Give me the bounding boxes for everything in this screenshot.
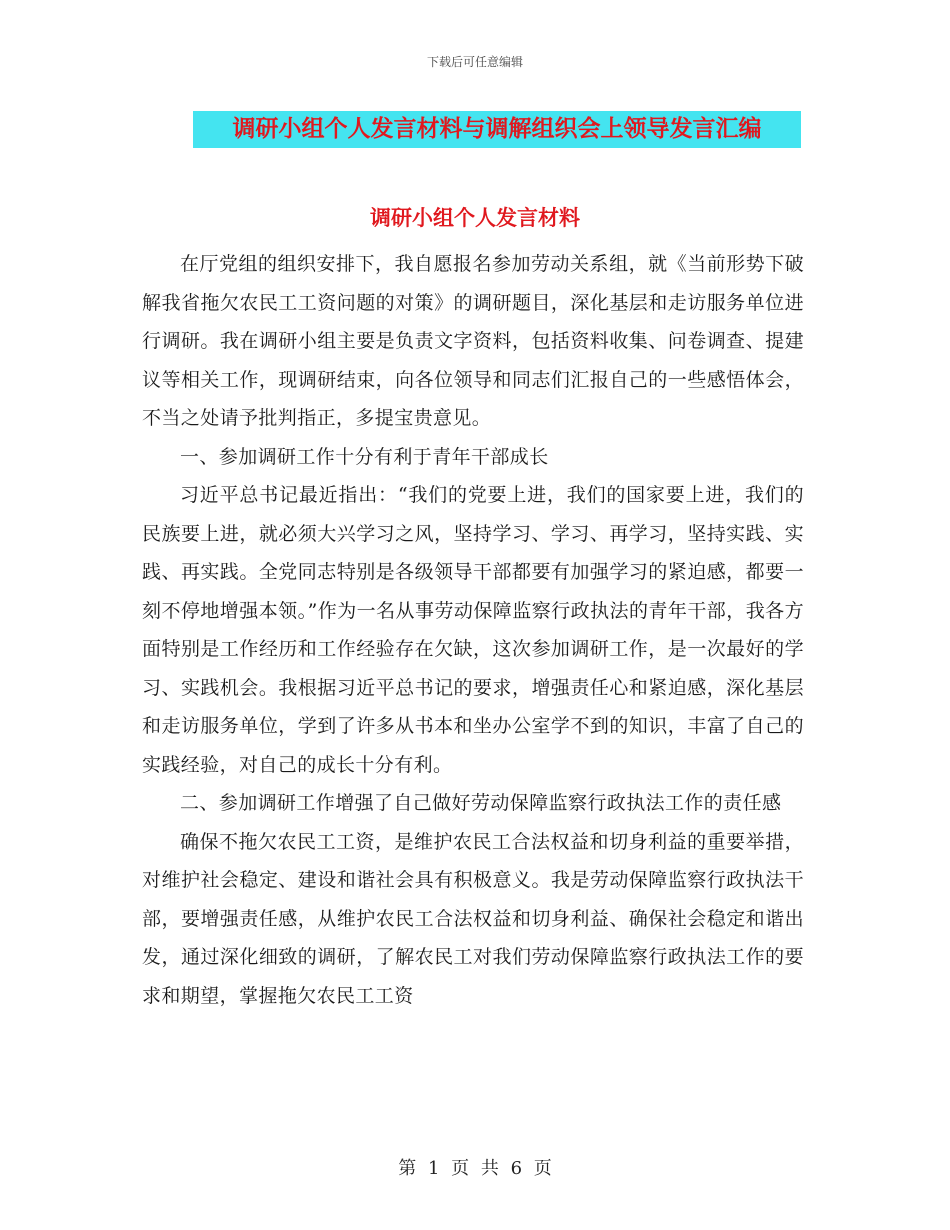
page-number: 第 1 页 共 6 页: [398, 1158, 552, 1179]
section-title: 调研小组个人发言材料: [370, 206, 580, 230]
paragraph-responsibility: 确保不拖欠农民工工资，是维护农民工合法权益和切身利益的重要举措，对维护社会稳定、建设和谐社会具有积极意义。我是劳动保障监察行政执法干部，要增强责任感，从维护农民工合法权益和切身利益、确保社会稳定和谐出发，通过深化细致的调研，了解农民工对我们劳动保障监察行政执法工作的要求和期望，掌握拖欠农民工工资: [142, 830, 804, 1007]
paragraph-growth: 习近平总书记最近指出：“我们的党要上进，我们的国家要上进，我们的民族要上进，就必须大兴学习之风，坚持学习、学习、再学习，坚持实践、实践、再实践。全党同志特别是各级领导干部都要有加强学习的紧迫感，都要一刻不停地增强本领。”作为一名从事劳动保障监察行政执法的青年干部，我各方面特别是工作经历和工作经验存在欠缺，这次参加调研工作，是一次最好的学习、实践机会。我根据习近平总书记的要求，增强责任心和紧迫感，深化基层和走访服务单位，学到了许多从书本和坐办公室学不到的知识，丰富了自己的实践经验，对自己的成长十分有利。: [142, 484, 804, 776]
paragraph-intro: 在厅党组的组织安排下，我自愿报名参加劳动关系组，就《当前形势下破解我省拖欠农民工工资问题的对策》的调研题目，深化基层和走访服务单位进行调研。我在调研小组主要是负责文字资料，包括资料收集、问卷调查、提建议等相关工作，现调研结束，向各位领导和同志们汇报自己的一些感悟体会，不当之处请予批判指正，多提宝贵意见。: [142, 253, 804, 429]
document-body: [142, 245, 804, 1015]
header-note: 下载后可任意编辑: [426, 55, 523, 69]
heading-one: 一、参加调研工作十分有利于青年干部成长: [180, 445, 549, 468]
document-main-title: 调研小组个人发言材料与调解组织会上领导发言汇编: [193, 111, 801, 148]
heading-two: 二、参加调研工作增强了自己做好劳动保障监察行政执法工作的责任感: [180, 792, 782, 814]
